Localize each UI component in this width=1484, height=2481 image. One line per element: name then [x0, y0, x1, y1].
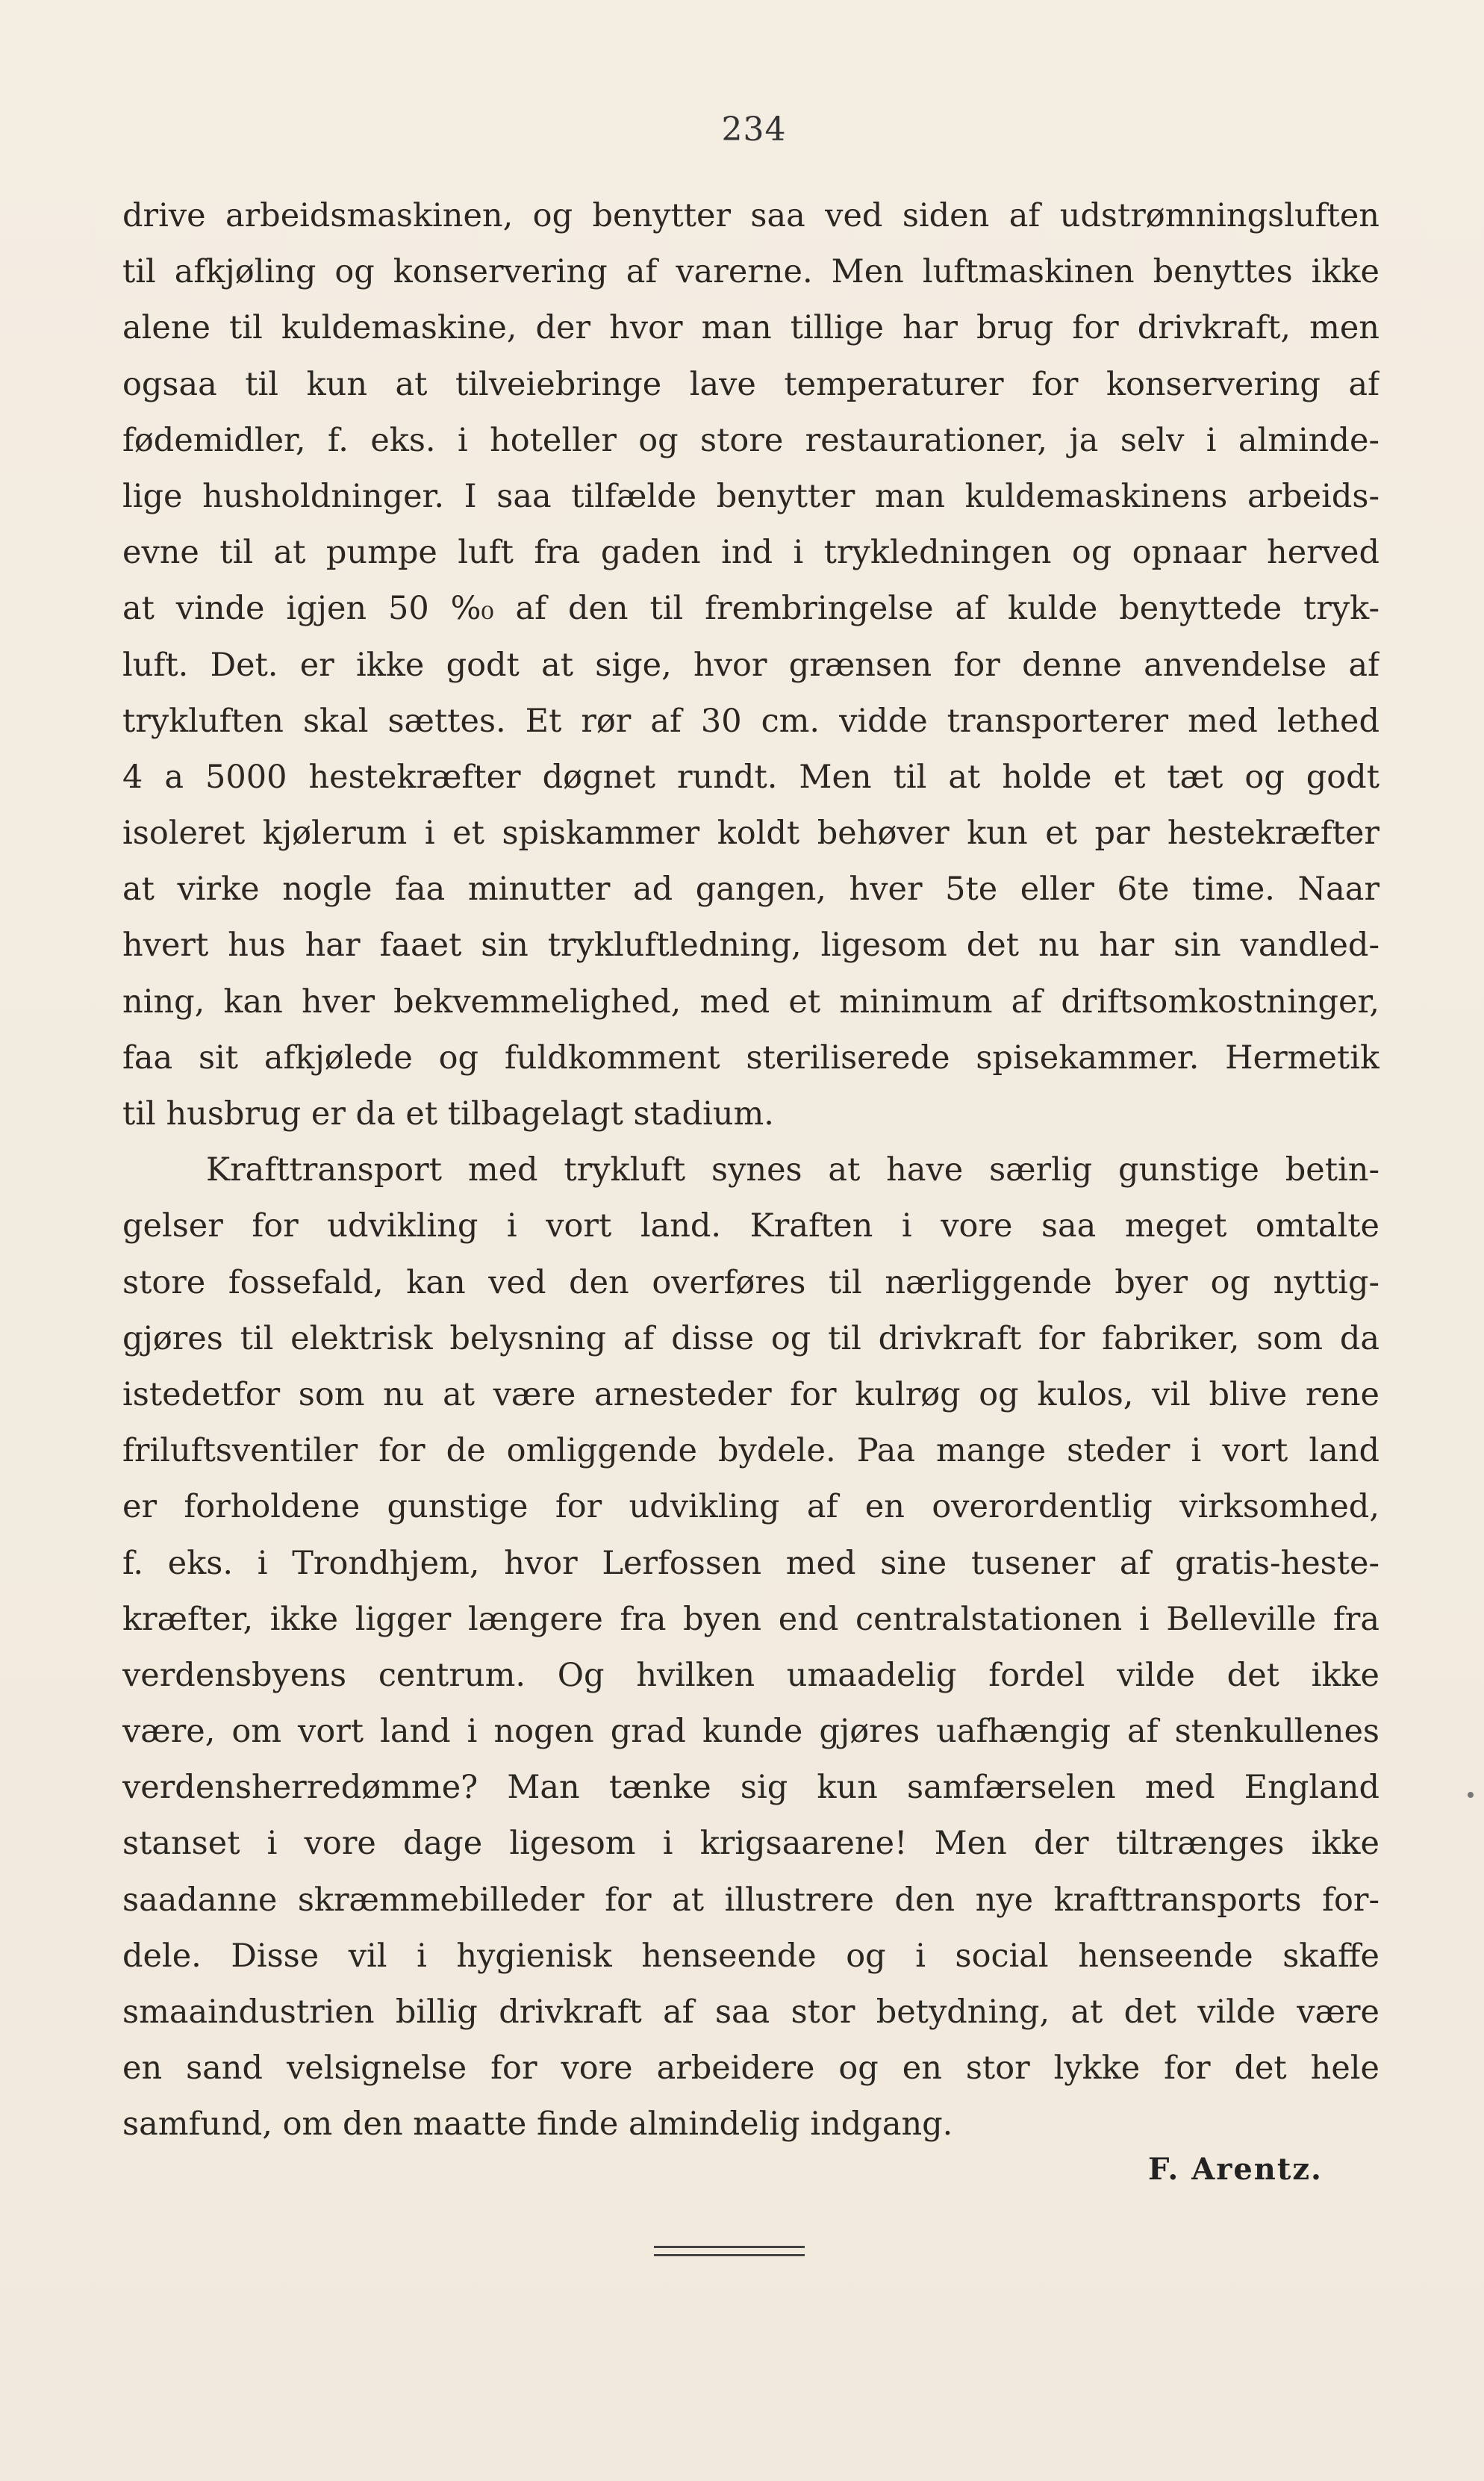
- margin-mark: [1468, 1792, 1474, 1798]
- author-signature: F. Arentz.: [1148, 2152, 1323, 2187]
- text-line: f. eks. i Trondhjem, hvor Lerfossen med sine tusener af gratis-heste-: [122, 1544, 1379, 1582]
- text-line: faa sit afkjølede og fuldkomment steriliserede spisekammer. Hermetik: [122, 1039, 1379, 1077]
- text-line: drive arbeidsmaskinen, og benytter saa ved siden af udstrømningsluften: [122, 197, 1379, 234]
- text-line: ning, kan hver bekvemmelighed, med et minimum af driftsomkostninger,: [122, 983, 1379, 1021]
- end-double-rule: [654, 2246, 805, 2256]
- body-text: [122, 188, 1379, 2153]
- text-line: evne til at pumpe luft fra gaden ind i trykledningen og opnaar herved: [122, 534, 1379, 572]
- text-line: verdensbyens centrum. Og hvilken umaadelig fordel vilde det ikke: [122, 1656, 1379, 1694]
- paragraph-start-line: Krafttransport med trykluft synes at have særlig gunstige betin-: [206, 1151, 1379, 1189]
- text-line: stanset i vore dage ligesom i krigsaarene! Men der tiltrænges ikke: [122, 1825, 1379, 1863]
- text-line: en sand velsignelse for vore arbeidere og en stor lykke for det hele: [122, 2049, 1379, 2088]
- text-line: lige husholdninger. I saa tilfælde benytter man kuldemaskinens arbeids-: [122, 477, 1379, 515]
- text-line: gelser for udvikling i vort land. Kraften i vore saa meget omtalte: [122, 1207, 1379, 1245]
- text-line: friluftsventiler for de omliggende bydele. Paa mange steder i vort land: [122, 1432, 1379, 1470]
- text-line: at vinde igjen 50 %₀ af den til frembringelse af kulde benyttede tryk-: [122, 590, 1379, 628]
- text-line: at virke nogle faa minutter ad gangen, hver 5te eller 6te time. Naar: [122, 871, 1379, 909]
- text-line: kræfter, ikke ligger længere fra byen end centralstationen i Belleville fra: [122, 1600, 1379, 1638]
- text-line: er forholdene gunstige for udvikling af en overordentlig virksomhed,: [122, 1488, 1379, 1526]
- text-line: gjøres til elektrisk belysning af disse og til drivkraft for fabriker, som da: [122, 1319, 1379, 1357]
- text-line: til afkjøling og konservering af varerne. Men luftmaskinen benyttes ikke: [122, 253, 1379, 291]
- text-line: fødemidler, f. eks. i hoteller og store restaurationer, ja selv i alminde-: [122, 421, 1379, 459]
- text-line: istedetfor som nu at være arnesteder for kulrøg og kulos, vil blive rene: [122, 1375, 1379, 1413]
- text-line: isoleret kjølerum i et spiskammer koldt behøver kun et par hestekræfter: [122, 815, 1379, 853]
- paragraph-end-line: til husbrug er da et tilbagelagt stadium.: [122, 1095, 774, 1133]
- text-line: smaaindustrien billig drivkraft af saa stor betydning, at det vilde være: [122, 1993, 1379, 2031]
- text-line: ogsaa til kun at tilveiebringe lave temperaturer for konservering af: [122, 365, 1379, 403]
- text-line: hvert hus har faaet sin trykluftledning, ligesom det nu har sin vandled-: [122, 927, 1379, 965]
- text-line: verdensherredømme? Man tænke sig kun samfærselen med England: [122, 1769, 1379, 1807]
- text-line: alene til kuldemaskine, der hvor man tillige har brug for drivkraft, men: [122, 309, 1379, 347]
- text-line: 4 a 5000 hestekræfter døgnet rundt. Men til at holde et tæt og godt: [122, 758, 1379, 796]
- paragraph-end-line: samfund, om den maatte finde almindelig indgang.: [122, 2105, 953, 2144]
- text-line: luft. Det. er ikke godt at sige, hvor grænsen for denne anvendelse af: [122, 646, 1379, 684]
- page-number: 234: [721, 110, 787, 149]
- text-line: saadanne skræmmebilleder for at illustrere den nye krafttransports for-: [122, 1881, 1379, 1919]
- text-line: dele. Disse vil i hygienisk henseende og i social henseende skaffe: [122, 1937, 1379, 1975]
- text-line: store fossefald, kan ved den overføres til nærliggende byer og nyttig-: [122, 1263, 1379, 1301]
- text-line: trykluften skal sættes. Et rør af 30 cm. vidde transporterer med lethed: [122, 702, 1379, 740]
- text-line: være, om vort land i nogen grad kunde gjøres uafhængig af stenkullenes: [122, 1713, 1379, 1751]
